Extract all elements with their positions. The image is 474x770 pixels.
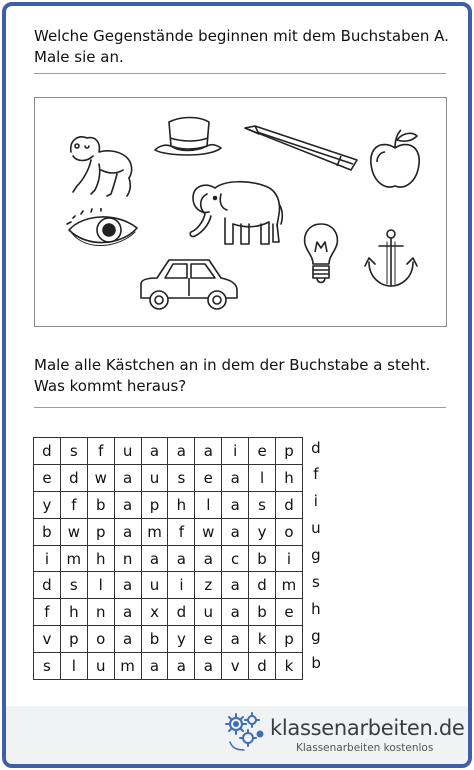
grid-cell[interactable]: p [276,438,303,465]
grid-cell[interactable]: v [222,653,249,680]
grid-cell[interactable]: l [249,464,276,491]
grid-cell: s [311,572,320,591]
grid-row [34,626,330,653]
grid-cell[interactable]: w [195,518,222,545]
grid-cell[interactable]: u [87,653,114,680]
grid-cell[interactable]: l [195,491,222,518]
anchor-icon [363,228,419,290]
grid-cell[interactable]: i [34,545,61,572]
grid-row [34,545,330,572]
letter-grid [33,437,330,680]
grid-cell[interactable]: e [195,626,222,653]
grid-row [34,464,330,491]
brain-gears-logo-icon [222,710,268,754]
grid-row [34,518,330,545]
grid-cell[interactable]: a [222,599,249,626]
grid-cell[interactable]: y [168,626,195,653]
grid-cell[interactable]: w [60,518,87,545]
grid-cell[interactable]: a [141,653,168,680]
grid-cell[interactable]: b [249,599,276,626]
grid-cell[interactable]: e [34,464,61,491]
grid-cell[interactable]: f [168,518,195,545]
brand-tagline: Klassenarbeiten kostenlos [296,742,434,754]
grid-cell[interactable]: a [222,464,249,491]
grid-cell[interactable]: a [114,572,141,599]
light-bulb-icon [301,222,341,288]
grid-cell[interactable]: a [114,464,141,491]
task2-instructions [34,355,430,397]
hat-icon [151,112,223,162]
grid-cell[interactable]: a [141,545,168,572]
grid-cell[interactable]: f [34,599,61,626]
grid-cell[interactable]: f [60,491,87,518]
grid-cell: b [311,653,321,672]
grid-cell[interactable]: p [87,518,114,545]
grid-cell[interactable]: b [34,518,61,545]
grid-cell[interactable]: s [249,491,276,518]
grid-cell[interactable]: v [34,626,61,653]
grid-cell[interactable]: a [195,653,222,680]
grid-row [34,572,330,599]
grid-cell[interactable]: m [114,653,141,680]
grid-cell[interactable]: h [276,464,303,491]
grid-row [34,491,330,518]
car-icon [135,254,241,314]
divider [34,73,446,74]
grid-cell[interactable]: d [60,464,87,491]
grid-cell[interactable]: d [34,438,61,465]
brand-name[interactable]: klassenarbeiten.de [270,716,465,740]
grid-cell[interactable]: p [60,626,87,653]
grid-cell[interactable]: k [276,653,303,680]
grid-cell[interactable]: s [60,572,87,599]
grid-cell[interactable]: u [141,464,168,491]
grid-cell: f [313,465,319,484]
grid-cell[interactable]: d [249,572,276,599]
grid-cell[interactable]: l [87,572,114,599]
grid-cell[interactable]: n [87,599,114,626]
grid-cell[interactable]: b [141,626,168,653]
grid-cell[interactable]: c [222,545,249,572]
grid-cell[interactable]: h [87,545,114,572]
grid-cell: g [311,546,321,565]
grid-cell[interactable]: d [276,491,303,518]
task1-line1: Welche Gegenstände beginnen mit dem Buchstaben A. [34,27,449,45]
grid-cell: d [311,438,321,457]
eye-icon [65,208,141,254]
grid-cell[interactable]: m [276,572,303,599]
grid-cell[interactable]: u [195,599,222,626]
grid-cell: h [311,599,321,618]
grid-cell[interactable]: d [34,572,61,599]
grid-cell[interactable]: y [34,491,61,518]
grid-cell[interactable]: p [276,626,303,653]
grid-cell[interactable]: a [222,572,249,599]
grid-cell: g [311,626,321,645]
grid-cell[interactable]: a [141,438,168,465]
grid-cell[interactable]: l [60,653,87,680]
grid-cell[interactable]: y [249,518,276,545]
grid-cell[interactable]: k [249,626,276,653]
grid-cell[interactable]: s [60,438,87,465]
grid-cell[interactable]: n [114,545,141,572]
grid-cell[interactable]: m [141,518,168,545]
task2-line1: Male alle Kästchen an in dem der Buchstabe a steht. [34,356,431,374]
grid-cell[interactable]: a [222,491,249,518]
task1-line2: Male sie an. [34,48,124,66]
grid-cell[interactable]: a [114,626,141,653]
grid-cell[interactable]: a [168,653,195,680]
grid-cell[interactable]: u [114,438,141,465]
grid-cell[interactable]: a [114,518,141,545]
grid-cell[interactable]: a [114,599,141,626]
grid-cell[interactable]: a [168,438,195,465]
task1-instructions [34,26,449,68]
grid-row [34,599,330,626]
grid-row [34,653,330,680]
grid-cell[interactable]: b [87,491,114,518]
grid-cell[interactable]: h [168,491,195,518]
grid-cell[interactable]: b [249,545,276,572]
grid-cell[interactable]: a [195,438,222,465]
grid-cell[interactable]: i [276,545,303,572]
grid-cell[interactable]: p [141,491,168,518]
grid-cell[interactable]: h [60,599,87,626]
grid-cell[interactable]: d [249,653,276,680]
grid-cell[interactable]: s [168,464,195,491]
grid-cell[interactable]: a [114,491,141,518]
grid-row [34,438,330,465]
grid-cell[interactable]: e [195,464,222,491]
monkey-icon [61,130,137,198]
grid-cell: u [311,519,321,538]
grid-cell[interactable]: f [87,438,114,465]
grid-cell[interactable]: z [195,572,222,599]
grid-cell[interactable]: i [168,572,195,599]
grid-cell[interactable]: x [141,599,168,626]
grid-cell[interactable]: o [276,518,303,545]
pencil-icon [241,124,361,174]
task2-line2: Was kommt heraus? [34,377,187,395]
grid-cell[interactable]: d [168,599,195,626]
grid-cell[interactable]: o [87,626,114,653]
elephant-icon [185,174,285,248]
grid-cell[interactable]: e [276,599,303,626]
grid-cell[interactable]: a [222,518,249,545]
grid-cell[interactable]: a [195,545,222,572]
grid-cell[interactable]: m [60,545,87,572]
grid-cell[interactable]: a [222,626,249,653]
picture-box [34,97,447,327]
apple-icon [365,128,425,192]
divider [34,407,446,408]
grid-cell[interactable]: a [168,545,195,572]
grid-cell[interactable]: e [249,438,276,465]
grid-cell[interactable]: w [87,464,114,491]
grid-cell[interactable]: s [34,653,61,680]
grid-cell: i [313,492,318,511]
grid-cell[interactable]: u [141,572,168,599]
grid-cell[interactable]: i [222,438,249,465]
